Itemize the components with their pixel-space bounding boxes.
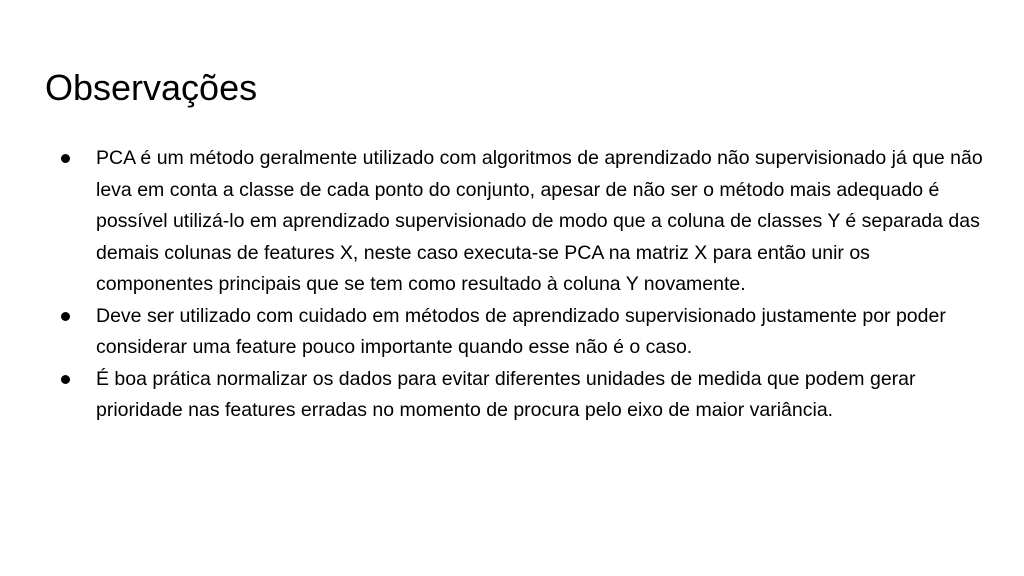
bullet-list	[96, 143, 986, 427]
slide-title: Observações	[45, 67, 258, 108]
bullet-text: Deve ser utilizado com cuidado em métodos de aprendizado supervisionado justamente por poder considerar uma feature pouco importante quando esse não é o caso.	[96, 304, 946, 358]
bullet-dot-icon	[61, 312, 70, 321]
bullet-text: PCA é um método geralmente utilizado com algoritmos de aprendizado não supervisionado já que não leva em conta a classe de cada ponto do conjunto, apesar de não ser o método mais adequado é possível utilizá-lo em aprendizado supervisionado de modo que a coluna de classes Y é separada das demais colunas de features X, neste caso executa-se PCA na matriz X para então unir os componentes principais que se tem como resultado à coluna Y novamente.	[96, 147, 983, 295]
bullet-dot-icon	[61, 375, 70, 384]
list-item	[96, 301, 986, 364]
list-item	[96, 364, 986, 427]
bullet-text: É boa prática normalizar os dados para evitar diferentes unidades de medida que podem gerar prioridade nas features erradas no momento de procura pelo eixo de maior variância.	[96, 367, 916, 421]
list-item	[96, 143, 986, 301]
bullet-dot-icon	[61, 154, 70, 163]
